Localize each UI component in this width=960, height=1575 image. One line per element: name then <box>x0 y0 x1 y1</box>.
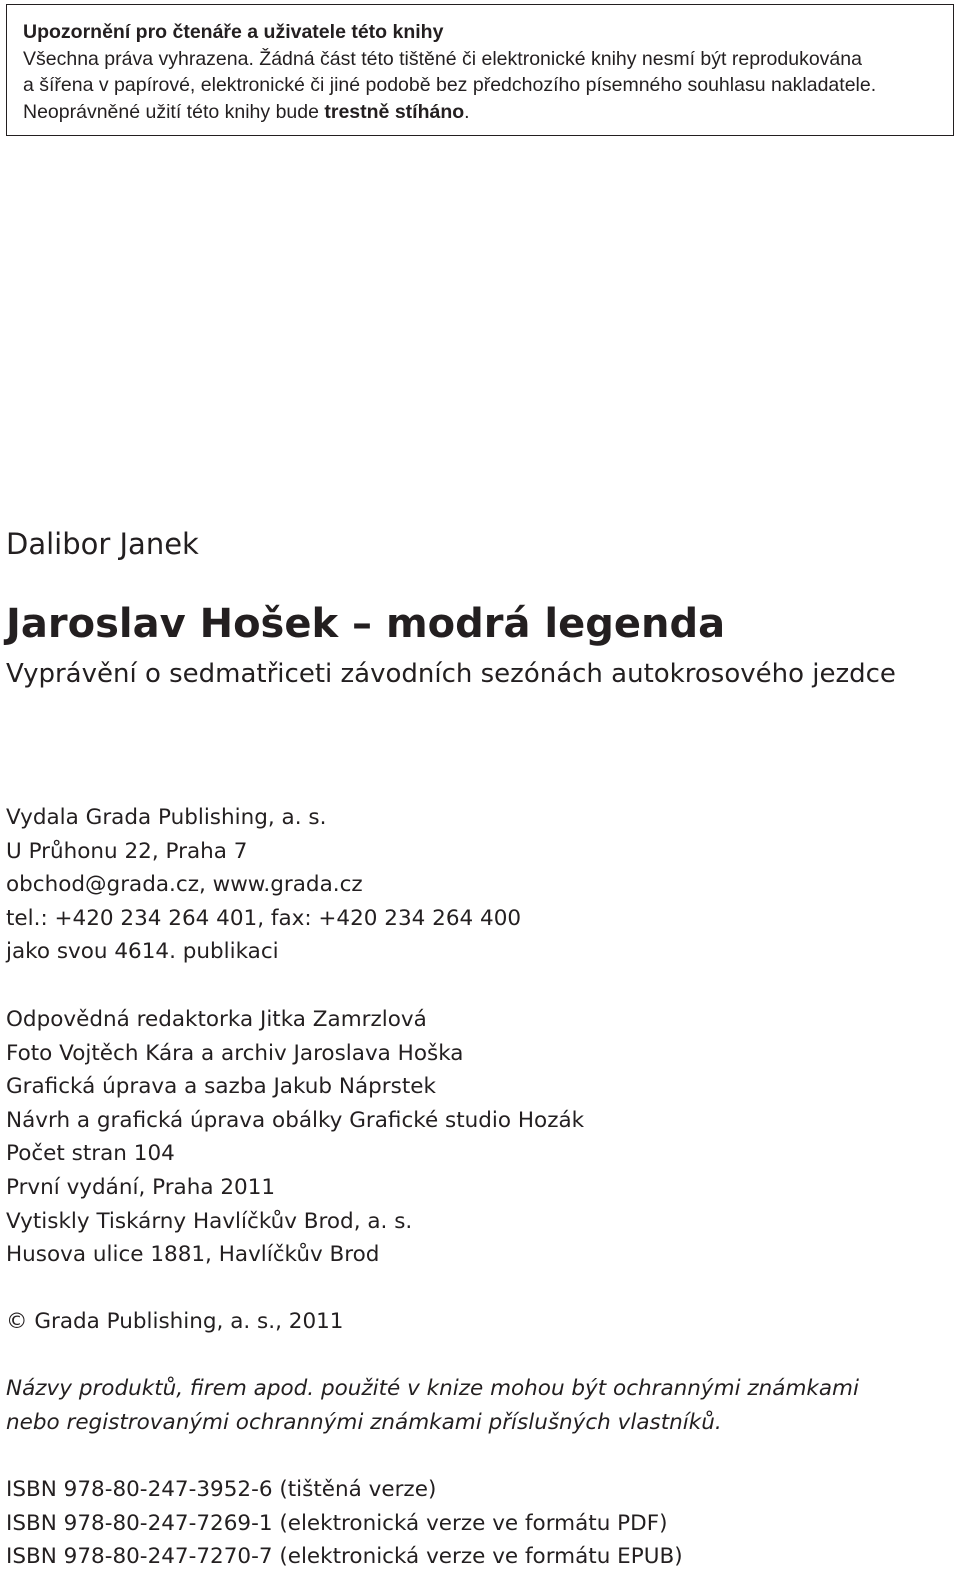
credit-line: Odpovědná redaktorka Jitka Zamrzlová <box>6 1007 427 1032</box>
copyright-notice-box <box>6 4 954 136</box>
publisher-info <box>6 801 521 969</box>
notice-line-1: Všechna práva vyhrazena. Žádná část této tištěné či elektronické knihy nesmí být reprodukována <box>23 47 862 70</box>
notice-line-2: a šířena v papírové, elektronické či jiné podobě bez předchozího písemného souhlasu nakladatele. <box>23 74 877 96</box>
trademark-line: nebo registrovanými ochrannými známkami příslušných vlastníků. <box>6 1409 722 1435</box>
notice-title: Upozornění pro čtenáře a uživatele této knihy <box>23 21 444 43</box>
notice-line-3-bold: trestně stíháno <box>324 100 465 123</box>
credit-line: Grafická úprava a sazba Jakub Náprstek <box>6 1074 436 1100</box>
credit-line: Návrh a grafická úprava obálky Grafické studio Hozák <box>6 1107 585 1133</box>
credit-line: Foto Vojtěch Kára a archiv Jaroslava Hoška <box>6 1040 464 1066</box>
notice-line-3-suffix: . <box>464 100 470 123</box>
credits-info <box>6 1003 584 1272</box>
isbn-line: ISBN 978-80-247-7270-7 (elektronická verze ve formátu EPUB) <box>6 1544 683 1570</box>
book-subtitle: Vyprávění o sedmatřiceti závodních sezónách autokrosového jezdce <box>6 659 896 689</box>
trademark-notice <box>6 1372 859 1439</box>
publisher-line: Vydala Grada Publishing, a. s. <box>6 805 327 830</box>
isbn-list <box>6 1473 683 1574</box>
notice-line-3-prefix: Neoprávněné užití této knihy bude <box>23 100 325 123</box>
credit-line: Počet stran 104 <box>6 1141 175 1167</box>
publisher-line: obchod@grada.cz, www.grada.cz <box>6 872 363 898</box>
copyright-line <box>6 1305 343 1339</box>
credit-line: Husova ulice 1881, Havlíčkův Brod <box>6 1242 380 1268</box>
trademark-line: Názvy produktů, firem apod. použité v knize mohou být ochrannými známkami <box>6 1376 859 1401</box>
publisher-line: U Průhonu 22, Praha 7 <box>6 838 248 864</box>
publisher-line: tel.: +420 234 264 401, fax: +420 234 264 400 <box>6 905 522 931</box>
book-title: Jaroslav Hošek – modrá legenda <box>6 601 726 647</box>
author-name: Dalibor Janek <box>6 527 199 561</box>
isbn-line: ISBN 978-80-247-7269-1 (elektronická verze ve formátu PDF) <box>6 1510 668 1536</box>
credit-line: První vydání, Praha 2011 <box>6 1174 276 1200</box>
credit-line: Vytiskly Tiskárny Havlíčkův Brod, a. s. <box>6 1208 413 1234</box>
notice-line-3 <box>23 99 937 126</box>
publisher-line: jako svou 4614. publikaci <box>6 939 279 965</box>
isbn-line: ISBN 978-80-247-3952-6 (tištěná verze) <box>6 1477 437 1502</box>
copyright-text: © Grada Publishing, a. s., 2011 <box>6 1309 344 1334</box>
